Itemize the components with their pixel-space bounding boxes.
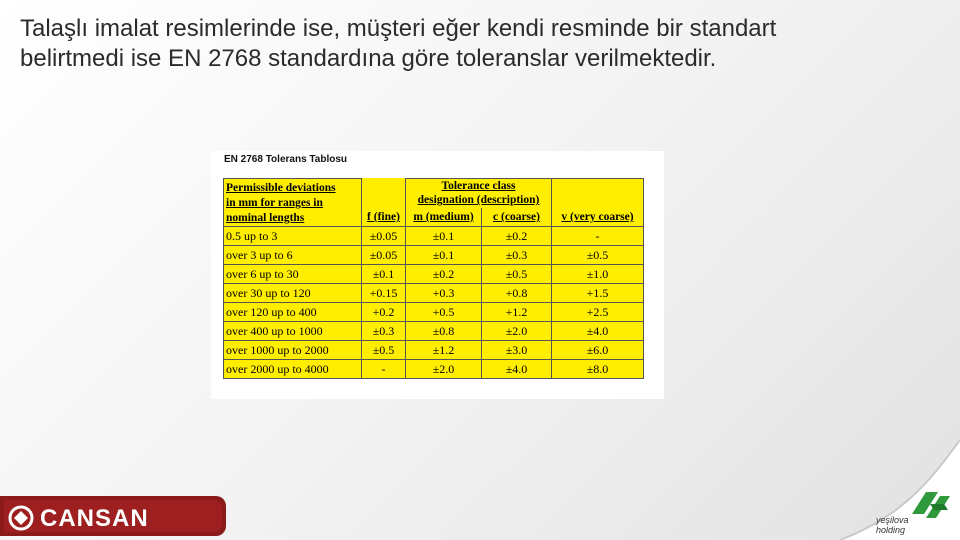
holding-logo-text <box>876 515 909 535</box>
coarse-cell: +1.2 <box>482 303 552 322</box>
range-cell: over 6 up to 30 <box>224 265 362 284</box>
col-header-very-coarse: v (very coarse) <box>552 208 644 227</box>
range-cell: over 400 up to 1000 <box>224 322 362 341</box>
table-caption: EN 2768 Tolerans Tablosu <box>224 154 348 165</box>
medium-cell: ±0.1 <box>406 227 482 246</box>
table-row <box>224 322 644 341</box>
table-row <box>224 265 644 284</box>
tolerance-table-image <box>211 151 664 399</box>
col-header-coarse: c (coarse) <box>482 208 552 227</box>
very-coarse-cell: - <box>552 227 644 246</box>
header-group-line-1: Tolerance class <box>441 180 516 193</box>
range-cell: over 30 up to 120 <box>224 284 362 303</box>
fine-cell: +0.2 <box>362 303 406 322</box>
coarse-cell: ±0.5 <box>482 265 552 284</box>
table-row <box>224 303 644 322</box>
range-cell: over 120 up to 400 <box>224 303 362 322</box>
very-coarse-cell: +1.5 <box>552 284 644 303</box>
holding-line-1: yeşilova <box>876 515 909 525</box>
very-coarse-cell: ±4.0 <box>552 322 644 341</box>
range-cell: over 3 up to 6 <box>224 246 362 265</box>
fine-cell: ±0.1 <box>362 265 406 284</box>
coarse-cell: ±2.0 <box>482 322 552 341</box>
very-coarse-cell: ±1.0 <box>552 265 644 284</box>
range-cell: over 1000 up to 2000 <box>224 341 362 360</box>
very-coarse-cell: ±6.0 <box>552 341 644 360</box>
col-header-fine: f (fine) <box>362 208 406 227</box>
slide-body-text <box>20 14 940 74</box>
medium-cell: ±1.2 <box>406 341 482 360</box>
header-permissible-deviations <box>224 179 362 227</box>
cansan-logo-icon <box>8 505 34 531</box>
medium-cell: ±0.1 <box>406 246 482 265</box>
coarse-cell: +0.8 <box>482 284 552 303</box>
coarse-cell: ±0.3 <box>482 246 552 265</box>
holding-line-2: holding <box>876 525 906 535</box>
slide-text-line-2: belirtmedi ise EN 2768 standardına göre toleranslar verilmektedir. <box>20 45 717 72</box>
fine-cell: ±0.05 <box>362 246 406 265</box>
fine-cell: - <box>362 360 406 379</box>
very-coarse-cell: ±8.0 <box>552 360 644 379</box>
fine-cell: ±0.3 <box>362 322 406 341</box>
range-cell: over 2000 up to 4000 <box>224 360 362 379</box>
header-left-line-3: nominal lengths <box>226 212 305 224</box>
table-row <box>224 341 644 360</box>
footer-brand-inner <box>4 500 222 532</box>
medium-cell: ±0.2 <box>406 265 482 284</box>
fine-cell: ±0.5 <box>362 341 406 360</box>
fine-cell: +0.15 <box>362 284 406 303</box>
header-blank-cell <box>362 179 406 208</box>
coarse-cell: ±0.2 <box>482 227 552 246</box>
slide-text-line-1: Talaşlı imalat resimlerinde ise, müşteri eğer kendi resminde bir standart <box>20 15 777 42</box>
col-header-medium: m (medium) <box>406 208 482 227</box>
table-row <box>224 246 644 265</box>
header-group-line-2: designation (description) <box>417 194 540 207</box>
table-row <box>224 227 644 246</box>
table-row <box>224 284 644 303</box>
header-tolerance-class <box>406 179 552 208</box>
range-cell: 0.5 up to 3 <box>224 227 362 246</box>
header-blank-cell-2 <box>552 179 644 208</box>
medium-cell: ±2.0 <box>406 360 482 379</box>
coarse-cell: ±4.0 <box>482 360 552 379</box>
tolerance-table <box>223 178 644 379</box>
medium-cell: +0.5 <box>406 303 482 322</box>
medium-cell: ±0.8 <box>406 322 482 341</box>
very-coarse-cell: +2.5 <box>552 303 644 322</box>
header-left-line-2: in mm for ranges in <box>226 197 323 209</box>
fine-cell: ±0.05 <box>362 227 406 246</box>
table-row <box>224 360 644 379</box>
medium-cell: +0.3 <box>406 284 482 303</box>
header-left-line-1: Permissible deviations <box>226 182 336 194</box>
footer-brand-bar <box>0 496 226 536</box>
very-coarse-cell: ±0.5 <box>552 246 644 265</box>
coarse-cell: ±3.0 <box>482 341 552 360</box>
brand-name: CANSAN <box>40 505 149 532</box>
